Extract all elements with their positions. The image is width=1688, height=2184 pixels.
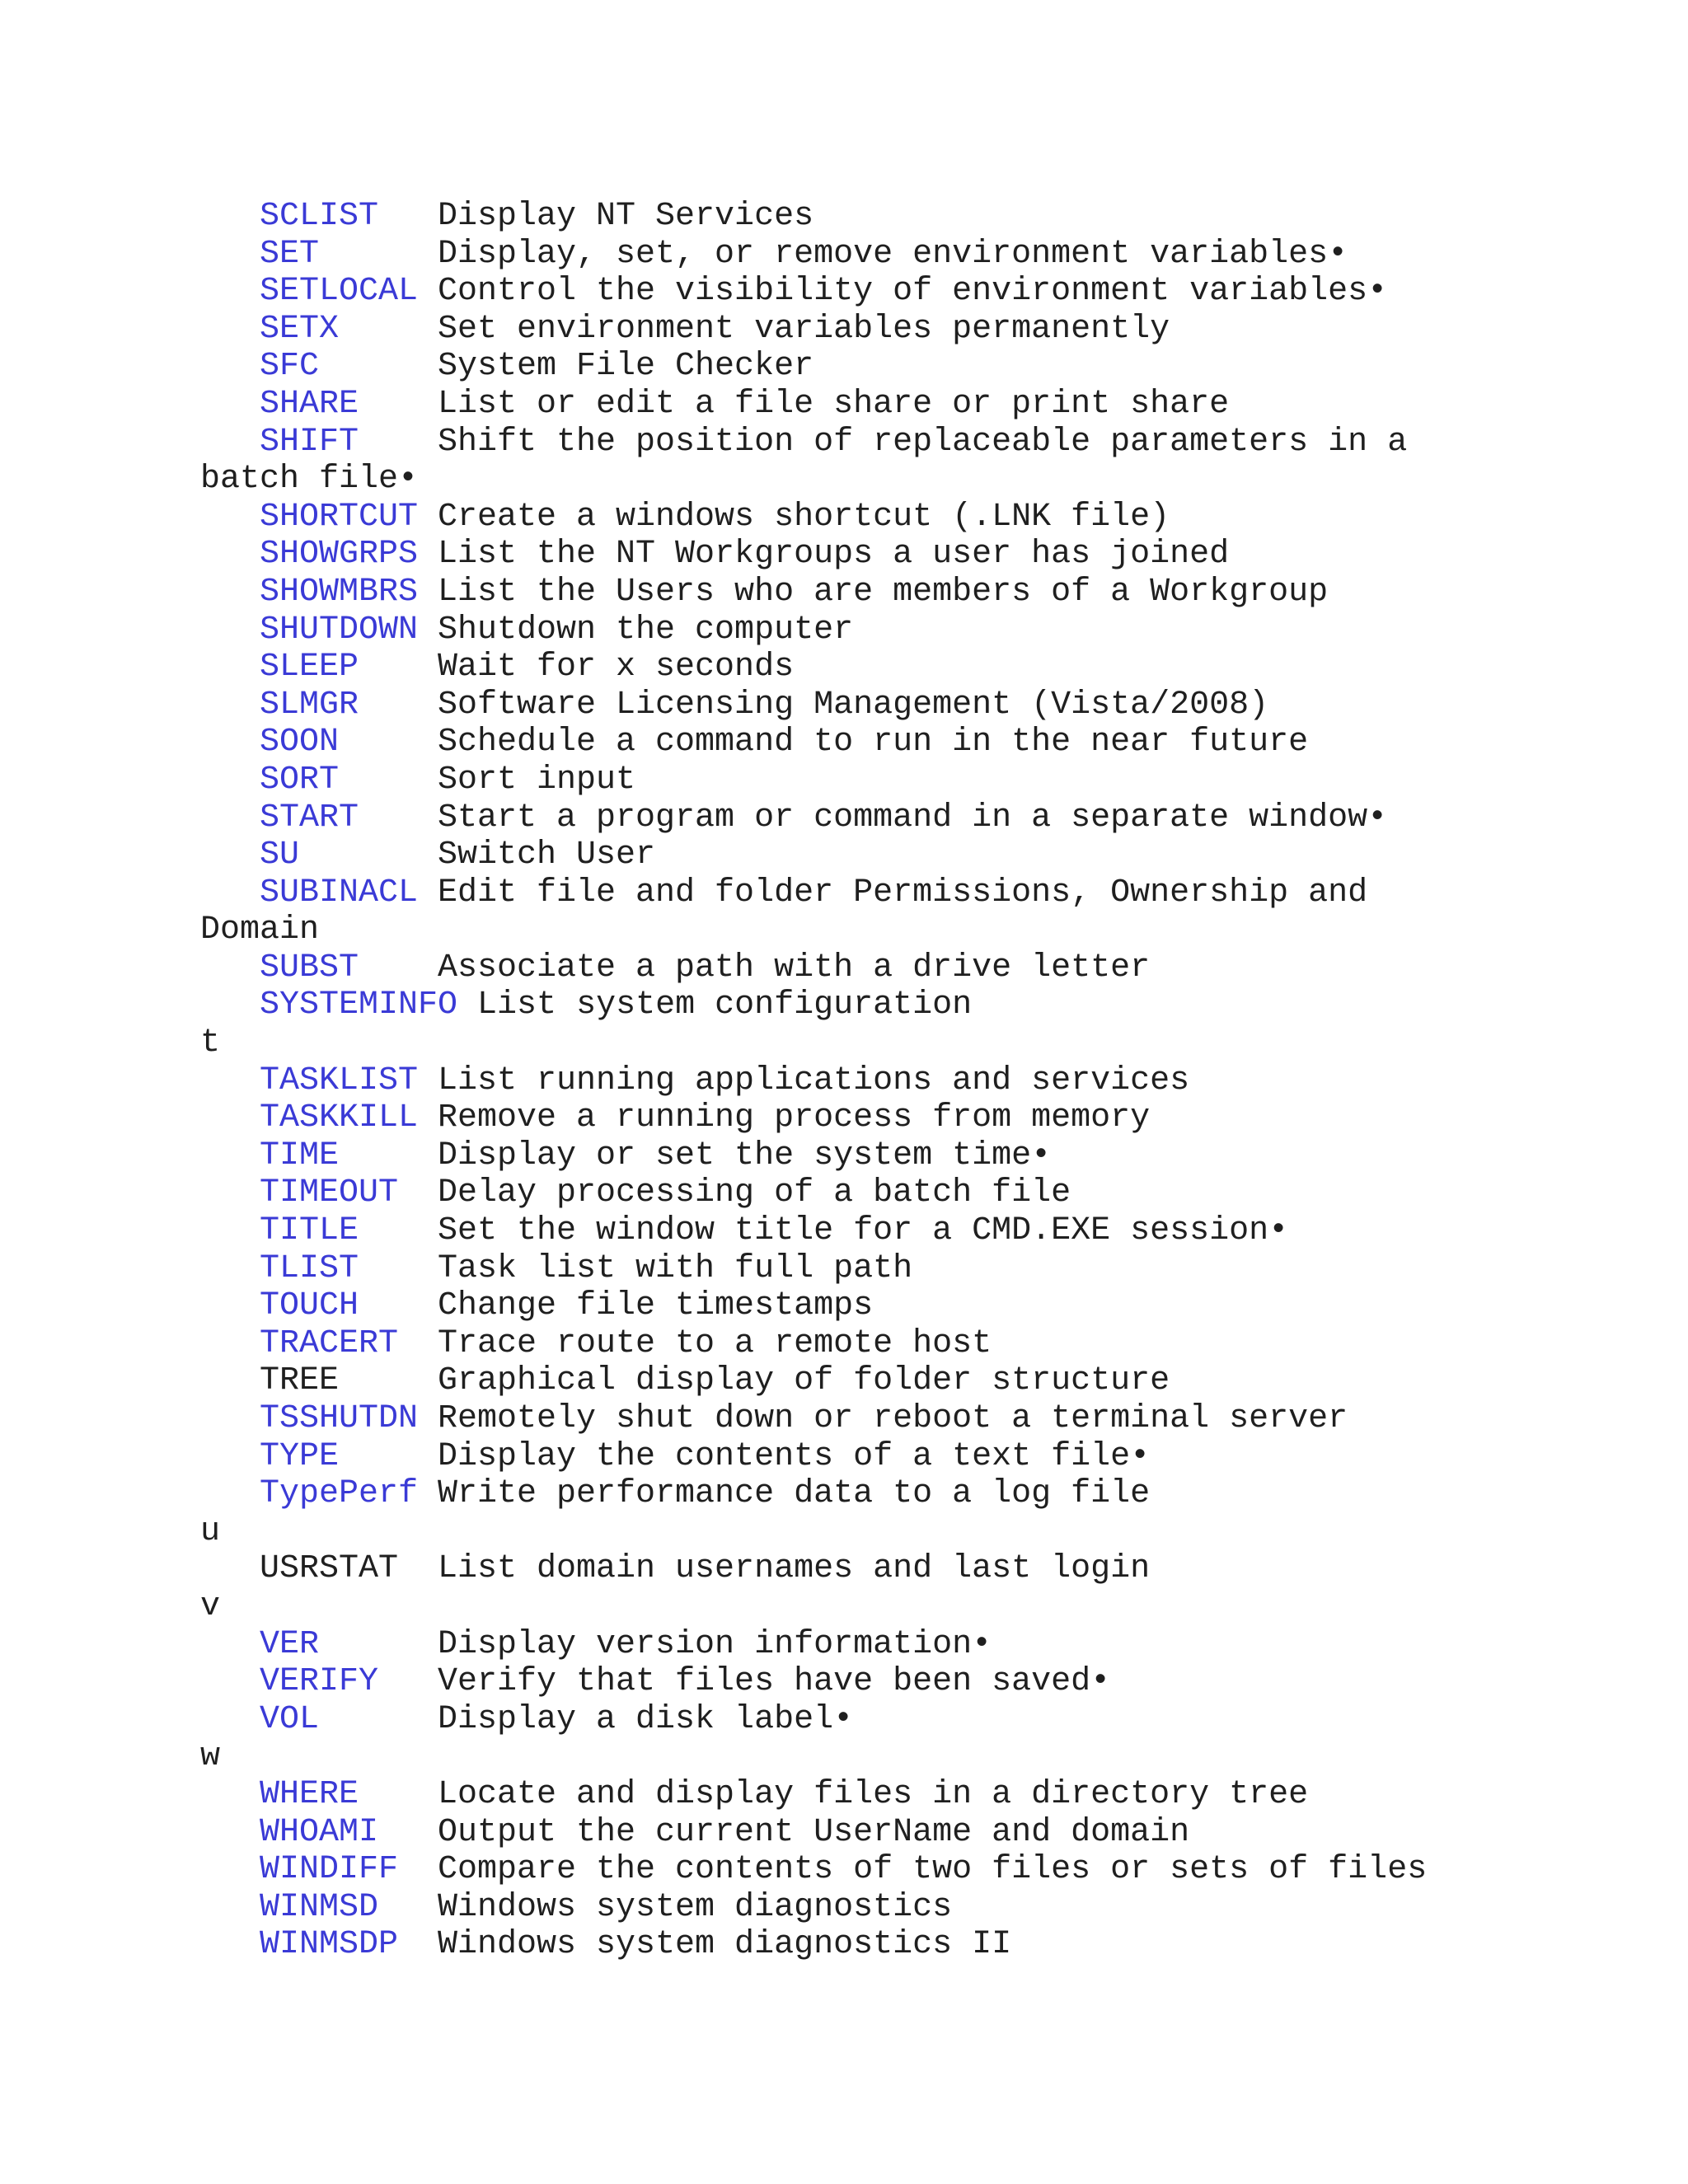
command-link[interactable]: SHIFT <box>260 423 359 461</box>
command-description: Sort input <box>438 761 636 799</box>
command-row <box>200 1701 1667 1739</box>
command-row <box>200 687 1667 724</box>
command-link[interactable]: SHOWGRPS <box>260 536 419 574</box>
command-description: List or edit a file share or print share <box>438 385 1230 423</box>
command-row <box>200 837 1667 874</box>
command-row <box>200 499 1667 537</box>
command-link[interactable]: TIME <box>260 1137 340 1174</box>
command-description: Display the contents of a text file• <box>438 1437 1151 1475</box>
command-description: Shift the position of replaceable parameters in a <box>438 423 1408 461</box>
command-row <box>200 612 1667 649</box>
command-name: TREE <box>260 1362 340 1400</box>
command-description: Set the window title for a CMD.EXE session• <box>438 1212 1289 1250</box>
command-description: Shutdown the computer <box>438 611 854 649</box>
command-link[interactable]: TypePerf <box>260 1475 419 1513</box>
command-description: Verify that files have been saved• <box>438 1663 1111 1701</box>
command-description: List system configuration <box>477 987 973 1024</box>
command-link[interactable]: SUBINACL <box>260 874 419 912</box>
command-link[interactable]: TRACERT <box>260 1324 399 1362</box>
command-row <box>200 273 1667 311</box>
command-description: List running applications and services <box>438 1062 1190 1099</box>
command-link[interactable]: VERIFY <box>260 1663 379 1701</box>
command-link[interactable]: SETX <box>260 310 340 348</box>
command-link[interactable]: TYPE <box>260 1437 340 1475</box>
section-letter: v <box>200 1587 221 1625</box>
command-link[interactable]: WINMSD <box>260 1888 379 1926</box>
command-description: Display or set the system time• <box>438 1137 1052 1174</box>
command-description: Create a windows shortcut (.LNK file) <box>438 498 1170 536</box>
command-link[interactable]: SHOWMBRS <box>260 573 419 611</box>
command-description: Set environment variables permanently <box>438 310 1170 348</box>
command-description: Write performance data to a log file <box>438 1475 1151 1513</box>
command-link[interactable]: TASKLIST <box>260 1062 419 1099</box>
description-continuation: Domain <box>200 912 320 949</box>
command-link[interactable]: WINMSDP <box>260 1926 399 1964</box>
command-description: Display, set, or remove environment variables• <box>438 235 1348 273</box>
command-link[interactable]: SOON <box>260 724 340 762</box>
command-row <box>200 799 1667 837</box>
command-row <box>200 1174 1667 1212</box>
command-description: Edit file and folder Permissions, Ownership and <box>438 874 1368 912</box>
command-row <box>200 1099 1667 1137</box>
command-link[interactable]: SUBST <box>260 949 359 987</box>
command-row <box>200 1626 1667 1664</box>
command-description: Remove a running process from memory <box>438 1099 1151 1137</box>
command-description: Display a disk label• <box>438 1700 854 1738</box>
command-name: USRSTAT <box>260 1550 399 1588</box>
command-description: Locate and display files in a directory tree <box>438 1775 1309 1813</box>
command-row <box>200 1814 1667 1852</box>
command-link[interactable]: SHUTDOWN <box>260 611 419 649</box>
command-row <box>200 311 1667 349</box>
command-row <box>200 1438 1667 1476</box>
command-row <box>200 1475 1667 1513</box>
command-row <box>200 1250 1667 1288</box>
command-reference-list <box>200 198 1667 1964</box>
command-row <box>200 574 1667 612</box>
command-description: Schedule a command to run in the near future <box>438 724 1309 762</box>
command-row <box>200 236 1667 274</box>
command-description: Remotely shut down or reboot a terminal server <box>438 1400 1348 1437</box>
command-description: List the Users who are members of a Workgroup <box>438 573 1329 611</box>
command-description: Task list with full path <box>438 1249 913 1287</box>
command-description: Control the visibility of environment variables• <box>438 273 1388 311</box>
command-link[interactable]: START <box>260 799 359 837</box>
command-link[interactable]: SETLOCAL <box>260 273 419 311</box>
command-row <box>200 386 1667 424</box>
command-link[interactable]: SCLIST <box>260 198 379 235</box>
command-row <box>200 1926 1667 1964</box>
command-row <box>200 1851 1667 1889</box>
command-row <box>200 536 1667 574</box>
command-description: Change file timestamps <box>438 1287 874 1325</box>
command-description: System File Checker <box>438 348 814 386</box>
command-row <box>200 1663 1667 1701</box>
command-row <box>200 724 1667 762</box>
command-row <box>200 1362 1667 1400</box>
command-link[interactable]: SYSTEMINFO <box>260 987 458 1024</box>
command-row <box>200 1325 1667 1363</box>
command-link[interactable]: TSSHUTDN <box>260 1400 419 1437</box>
command-row <box>200 1287 1667 1325</box>
command-description: Associate a path with a drive letter <box>438 949 1151 987</box>
command-row <box>200 424 1667 462</box>
command-description: Wait for x seconds <box>438 649 795 687</box>
command-description: Windows system diagnostics II <box>438 1926 1012 1964</box>
command-link[interactable]: SLMGR <box>260 686 359 724</box>
command-description: Delay processing of a batch file <box>438 1174 1071 1212</box>
command-row <box>200 1400 1667 1438</box>
command-row <box>200 1212 1667 1250</box>
command-link[interactable]: VER <box>260 1625 320 1663</box>
description-continuation: batch file• <box>200 461 419 499</box>
command-link[interactable]: WINDIFF <box>260 1851 399 1889</box>
command-link[interactable]: SORT <box>260 761 340 799</box>
command-link[interactable]: WHERE <box>260 1775 359 1813</box>
section-letter: w <box>200 1738 221 1776</box>
command-description: Trace route to a remote host <box>438 1324 992 1362</box>
command-link[interactable]: SHARE <box>260 385 359 423</box>
command-link[interactable]: TITLE <box>260 1212 359 1250</box>
command-link[interactable]: TIMEOUT <box>260 1174 399 1212</box>
command-link[interactable]: SET <box>260 235 320 273</box>
command-row <box>200 874 1667 912</box>
command-description: Compare the contents of two files or sets of files <box>438 1851 1428 1889</box>
command-link[interactable]: SLEEP <box>260 649 359 687</box>
command-description: Display version information• <box>438 1625 992 1663</box>
command-link[interactable]: WHOAMI <box>260 1813 379 1851</box>
command-description: Start a program or command in a separate window• <box>438 799 1388 837</box>
command-row <box>200 762 1667 799</box>
command-link[interactable]: TOUCH <box>260 1287 359 1325</box>
command-link[interactable]: VOL <box>260 1700 320 1738</box>
section-letter: t <box>200 1024 221 1062</box>
command-row <box>200 1550 1667 1588</box>
command-link[interactable]: SHORTCUT <box>260 498 419 536</box>
section-letter: u <box>200 1512 221 1550</box>
command-description: Display NT Services <box>438 198 814 235</box>
command-description: Windows system diagnostics <box>438 1888 953 1926</box>
command-row <box>200 949 1667 987</box>
command-row <box>200 1776 1667 1814</box>
command-row <box>200 198 1667 236</box>
command-row <box>200 987 1667 1024</box>
command-row <box>200 1889 1667 1927</box>
command-link[interactable]: SU <box>260 837 300 874</box>
command-link[interactable]: TLIST <box>260 1249 359 1287</box>
command-description: Software Licensing Management (Vista/2008) <box>438 686 1269 724</box>
command-row <box>200 348 1667 386</box>
command-description: List the NT Workgroups a user has joined <box>438 536 1230 574</box>
command-row <box>200 1137 1667 1175</box>
command-description: Output the current UserName and domain <box>438 1813 1190 1851</box>
command-description: List domain usernames and last login <box>438 1550 1151 1588</box>
command-link[interactable]: TASKKILL <box>260 1099 419 1137</box>
command-row <box>200 1062 1667 1100</box>
command-description: Switch User <box>438 837 656 874</box>
command-row <box>200 649 1667 687</box>
command-link[interactable]: SFC <box>260 348 320 386</box>
command-description: Graphical display of folder structure <box>438 1362 1170 1400</box>
